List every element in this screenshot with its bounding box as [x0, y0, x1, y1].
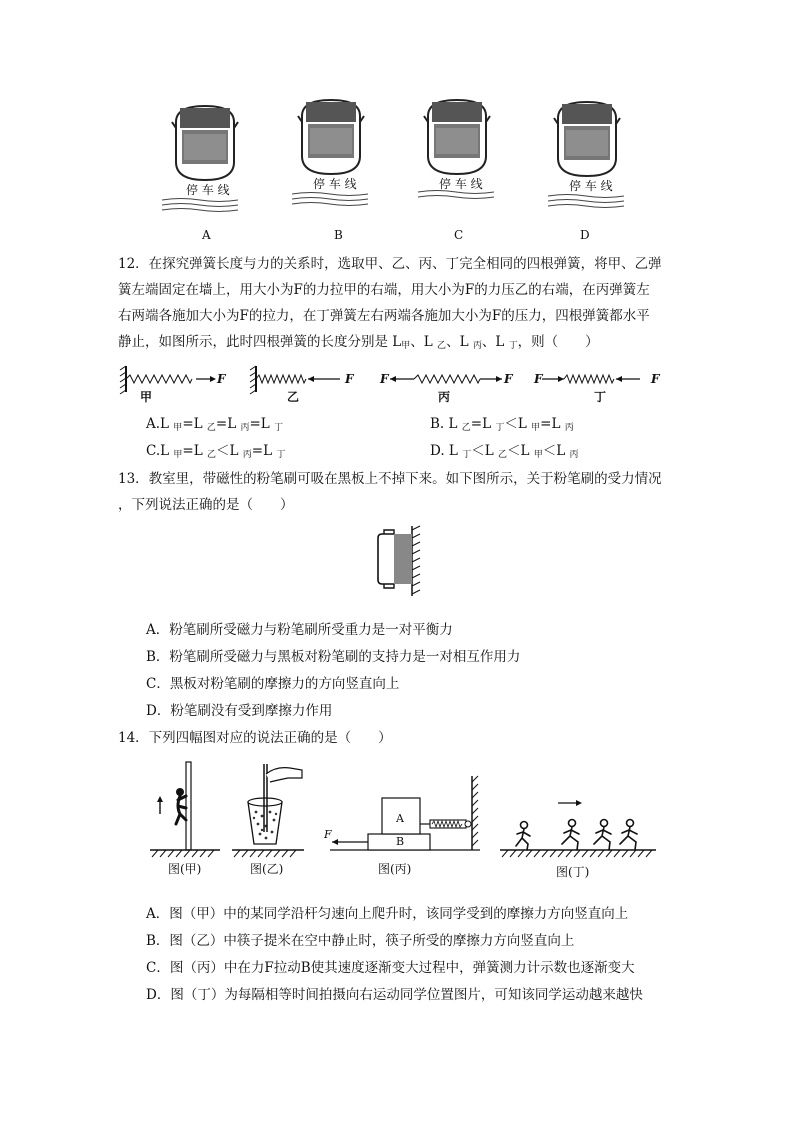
q12-stem-prefix: 静止，如图所示，此时四根弹簧的长度分别是 L [118, 334, 402, 350]
opt-part: =L [182, 443, 207, 459]
q11-option-c: C [454, 228, 464, 242]
stop-line-c [418, 189, 494, 205]
sub: 乙 [497, 450, 507, 460]
sub: 乙 [461, 423, 471, 433]
sub-bing: 丙 [472, 341, 482, 351]
q11-option-a: A [202, 228, 211, 242]
sub: 丁 [495, 423, 505, 433]
opt-part: A.L [146, 416, 174, 432]
opt-part: =L [540, 416, 565, 432]
q12-option-d [430, 441, 579, 465]
q13-option-c: C．黑板对粉笔刷的摩擦力的方向竖直向上 [146, 676, 400, 692]
spring-label-ding: 丁 [594, 390, 607, 404]
q14-option-a: A．图（甲）中的某同学沿杆匀速向上爬升时，该同学受到的摩擦力方向竖直向上 [146, 906, 629, 922]
sub: 丙 [564, 423, 574, 433]
fig-label-yi: 图(乙) [250, 862, 284, 876]
sub: 丁 [274, 423, 284, 433]
spring-label-yi: 乙 [287, 390, 300, 404]
block-label-a: A [396, 812, 404, 825]
q12-stem-line-4: 静止，如图所示，此时四根弹簧的长度分别是 $L_甲$、L $_乙$、L $_丙$、L $_丁$，则（ ） [118, 334, 599, 351]
sub: 乙 [207, 450, 217, 460]
opt-part: D. L [430, 443, 463, 459]
car-image-a [172, 104, 238, 182]
fig-yi-chopsticks [232, 760, 312, 858]
q14-stem: 14．下列四幅图对应的说法正确的是（ ） [118, 730, 392, 746]
car-image-d [554, 100, 620, 178]
force-label-jia: F [217, 372, 226, 386]
q13-stem-line-2: ，下列说法正确的是（ ） [118, 497, 294, 513]
spring-bing [390, 375, 502, 383]
force-label-yi: F [345, 372, 354, 386]
stop-line-label-c: 停 车 线 [439, 177, 483, 191]
opt-part: =L [470, 416, 496, 432]
q11-option-d: D [580, 228, 590, 242]
sub: 甲 [533, 450, 543, 460]
force-label-ding-left: F [534, 372, 543, 386]
q12-stem-line-3: 右两端各施加大小为F的拉力，在丁弹簧左右两端各施加大小为F的压力，四根弹簧都水平 [118, 308, 650, 324]
sub: 丙 [242, 450, 252, 460]
opt-part: =L [249, 416, 275, 432]
fig-jia-climbing [150, 762, 220, 858]
q13-option-d: D．粉笔刷没有受到摩擦力作用 [146, 703, 333, 719]
force-label-bing-left: F [380, 372, 389, 386]
sep: 、 [410, 334, 424, 350]
q12-stem-suffix: ，则（ ） [517, 334, 599, 350]
stop-line-label-b: 停 车 线 [313, 177, 357, 191]
sub: 丁 [276, 450, 286, 460]
stop-line-d [548, 193, 624, 209]
q13-option-b: B．粉笔刷所受磁力与黑板对粉笔刷的支持力是一对相互作用力 [146, 649, 521, 665]
stop-line-label-d: 停 车 线 [569, 179, 613, 193]
chalk-eraser-figure [376, 526, 422, 596]
sub-jia: 甲 [401, 341, 411, 351]
opt-part: =L [215, 416, 241, 432]
spring-label-jia: 甲 [140, 390, 153, 404]
sep: 、 [446, 334, 460, 350]
fig-label-bing: 图(丙) [378, 862, 412, 876]
fig-ding-runners [500, 798, 656, 860]
sub: 甲 [531, 423, 541, 433]
opt-part: ＜L [216, 443, 243, 459]
sub: 丙 [569, 450, 579, 460]
q12-option-b [430, 414, 574, 438]
opt-part: ＜L [504, 416, 532, 432]
car-image-b [298, 98, 364, 176]
q14-option-d: D．图（丁）为每隔相等时间拍摄向右运动同学位置图片，可知该同学运动越来越快 [146, 987, 643, 1003]
q12-option-c [146, 441, 285, 465]
opt-part: ＜L [471, 443, 498, 459]
sub: 甲 [173, 423, 183, 433]
sub-ding: 丁 [508, 341, 518, 351]
fig-label-ding: 图(丁) [556, 865, 590, 879]
force-label-fig-bing: F [324, 828, 332, 841]
q12-stem-line-2: 簧左端固定在墙上，用大小为F的力拉甲的右端，用大小为F的力压乙的右端，在丙弹簧左 [118, 282, 650, 298]
opt-part: =L [251, 443, 277, 459]
q12-stem-line-1: 12．在探究弹簧长度与力的关系时，选取甲、乙、丙、丁完全相同的四根弹簧，将甲、乙弹 [118, 256, 662, 272]
sub: 甲 [173, 450, 183, 460]
sub: 丙 [240, 423, 250, 433]
q12-option-a [146, 414, 283, 438]
sub: 丁 [462, 450, 472, 460]
opt-part: B. L [430, 416, 462, 432]
fig-label-jia: 图(甲) [168, 862, 202, 876]
q13-stem-line-1: 13．教室里，带磁性的粉笔刷可吸在黑板上不掉下来。如下图所示，关于粉笔刷的受力情况 [118, 471, 662, 487]
q11-option-b: B [334, 228, 343, 242]
sub-yi: 乙 [437, 341, 447, 351]
block-label-b: B [396, 835, 405, 848]
car-image-c [424, 98, 490, 176]
opt-part: =L [182, 416, 207, 432]
spring-jia [120, 366, 216, 394]
force-label-ding-right: F [651, 372, 660, 386]
force-label-bing-right: F [504, 372, 513, 386]
q14-option-b: B．图（乙）中筷子提米在空中静止时，筷子所受的摩擦力方向竖直向上 [146, 933, 575, 949]
q14-option-c: C．图（丙）中在力F拉动B使其速度逐渐变大过程中，弹簧测力计示数也逐渐变大 [146, 960, 635, 976]
q13-option-a: A．粉笔刷所受磁力与粉笔刷所受重力是一对平衡力 [146, 622, 453, 638]
opt-part: ＜L [542, 443, 570, 459]
spring-ding [542, 375, 640, 383]
sep: 、 [481, 334, 496, 350]
opt-part: C.L [146, 443, 174, 459]
stop-line-a [162, 197, 238, 213]
stop-line-b [292, 191, 368, 207]
opt-part: ＜L [506, 443, 534, 459]
spring-label-bing: 丙 [438, 390, 451, 404]
stop-line-label-a: 停 车 线 [186, 183, 230, 197]
sub: 乙 [206, 423, 216, 433]
